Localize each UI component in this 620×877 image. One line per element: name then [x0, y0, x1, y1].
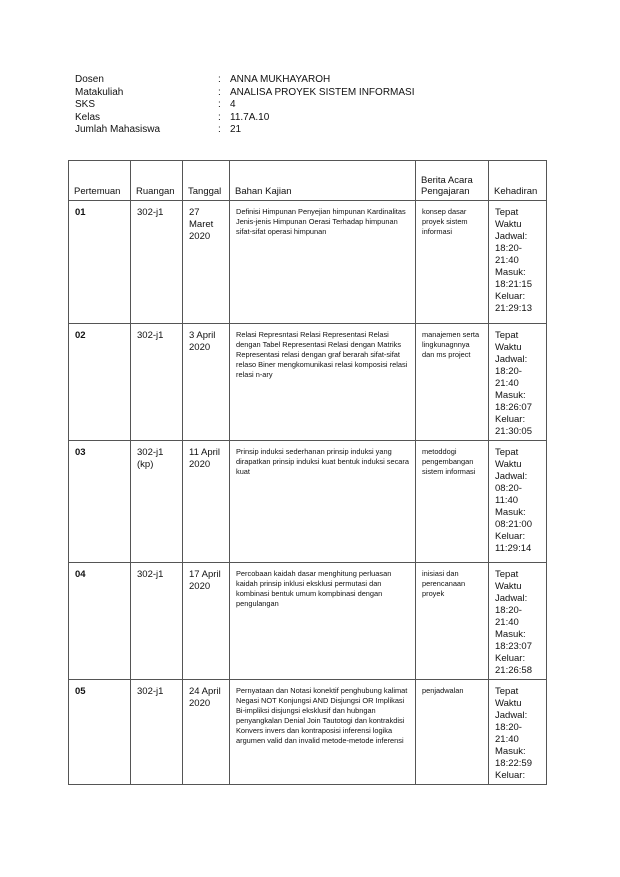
- cell-ruangan: 302-j1 (kp): [137, 447, 164, 470]
- header-kehadiran: Kehadiran: [489, 161, 547, 201]
- info-row-matakuliah: Matakuliah : ANALISA PROYEK SISTEM INFORMASI: [75, 86, 415, 98]
- cell-pertemuan: 01: [75, 207, 86, 218]
- schedule-table: [68, 160, 547, 785]
- info-label: Dosen: [75, 74, 104, 85]
- cell-ruangan: 302-j1: [137, 569, 164, 580]
- info-value: 11.7A.10: [230, 111, 270, 123]
- table-row: [69, 324, 547, 441]
- header-tanggal: Tanggal: [183, 161, 230, 201]
- cell-tanggal: 17 April 2020: [189, 569, 221, 592]
- cell-pertemuan: 02: [75, 330, 86, 341]
- cell-berita-acara: manajemen serta lingkunagnnya dan ms project: [422, 330, 480, 359]
- cell-bahan-kajian: Relasi Represntasi Relasi Representasi Relasi dengan Tabel Representasi Relasi dengan Matriks Representasi relasi dengan graf berarah sifat-sifat relaso Biner mengkomunikasi relasi komposisi relasi relasi n-ary: [236, 330, 408, 379]
- header-ruangan: Ruangan: [131, 161, 183, 201]
- cell-ruangan: 302-j1: [137, 686, 164, 697]
- cell-tanggal: 24 April 2020: [189, 686, 221, 709]
- cell-pertemuan: 04: [75, 569, 86, 580]
- cell-kehadiran: Tepat Waktu Jadwal: 18:20-21:40 Masuk: 18:22:59 Keluar:: [495, 686, 532, 781]
- cell-pertemuan: 05: [75, 686, 86, 697]
- cell-bahan-kajian: Percobaan kaidah dasar menghitung perluasan kaidah prinsip inklusi eksklusi permutasi dan kombinasi bentuk umum kompbinasi dengan pengulangan: [236, 569, 392, 608]
- cell-berita-acara: penjadwalan: [422, 686, 464, 695]
- info-value: ANNA MUKHAYAROH: [230, 74, 331, 85]
- table-row: [69, 441, 547, 563]
- cell-berita-acara: metoddogi pengembangan sistem informasi: [422, 447, 476, 476]
- cell-tanggal: 27 Maret 2020: [189, 207, 214, 242]
- info-label: Jumlah Mahasiswa: [75, 124, 161, 135]
- header-bahan-kajian: Bahan Kajian: [230, 161, 416, 201]
- cell-ruangan: 302-j1: [137, 207, 164, 218]
- info-row-jumlah-mahasiswa: Jumlah Mahasiswa : 21: [75, 124, 242, 135]
- info-row-dosen: Dosen : ANNA MUKHAYAROH: [75, 74, 331, 85]
- table-row: [69, 680, 547, 785]
- info-row-sks: SKS : 4: [75, 99, 236, 110]
- course-info: [75, 74, 415, 137]
- cell-kehadiran: Tepat Waktu Jadwal: 18:20-21:40 Masuk: 18:21:15 Keluar: 21:29:13: [495, 207, 532, 314]
- info-value: ANALISA PROYEK SISTEM INFORMASI: [230, 86, 415, 98]
- cell-tanggal: 11 April 2020: [189, 447, 220, 470]
- info-value: 21: [230, 124, 242, 135]
- table-row: [69, 201, 547, 324]
- cell-tanggal: 3 April 2020: [189, 330, 216, 353]
- cell-bahan-kajian: Definisi Himpunan Penyejian himpunan Kardinalitas Jenis-jenis Himpunan Oerasi Terhadap himpunan sifat-sifat operasi himpunan: [236, 207, 406, 236]
- cell-kehadiran: Tepat Waktu Jadwal: 08:20-11:40 Masuk: 08:21:00 Keluar: 11:29:14: [495, 447, 532, 554]
- info-label: Matakuliah: [75, 86, 124, 98]
- info-row-kelas: Kelas : 11.7A.10: [75, 111, 270, 123]
- info-label: Kelas: [75, 111, 101, 123]
- table-row: [69, 563, 547, 680]
- cell-kehadiran: Tepat Waktu Jadwal: 18:20-21:40 Masuk: 18:26:07 Keluar: 21:30:05: [495, 330, 532, 437]
- header-berita-acara: Berita Acara Pengajaran: [416, 161, 489, 201]
- info-value: 4: [230, 99, 236, 110]
- header-pertemuan: Pertemuan: [69, 161, 131, 201]
- cell-bahan-kajian: Pernyataan dan Notasi konektif penghubung kalimat Negasi NOT Konjungsi AND Disjungsi OR Implikasi Bi-impliksi disjungsi eksklusif dan hubngan penyangkalan Denial Join Tautotogi dan kontrakdisi Konvers invers dan kontraposisi inferensi logika argumen valid dan invalid metode-metode inferensi: [236, 686, 408, 745]
- info-label: SKS: [75, 99, 96, 110]
- cell-berita-acara: inisiasi dan perencanaan proyek: [422, 569, 466, 598]
- table-header-row: [69, 161, 547, 201]
- cell-kehadiran: Tepat Waktu Jadwal: 18:20-21:40 Masuk: 18:23:07 Keluar: 21:26:58: [495, 569, 532, 676]
- cell-pertemuan: 03: [75, 447, 86, 458]
- cell-bahan-kajian: Prinsip induksi sederhanan prinsip induksi yang dirapatkan prinsip induksi kuat bentuk induksi secara kuat: [236, 447, 409, 476]
- cell-ruangan: 302-j1: [137, 330, 164, 341]
- cell-berita-acara: konsep dasar proyek sistem informasi: [422, 207, 468, 236]
